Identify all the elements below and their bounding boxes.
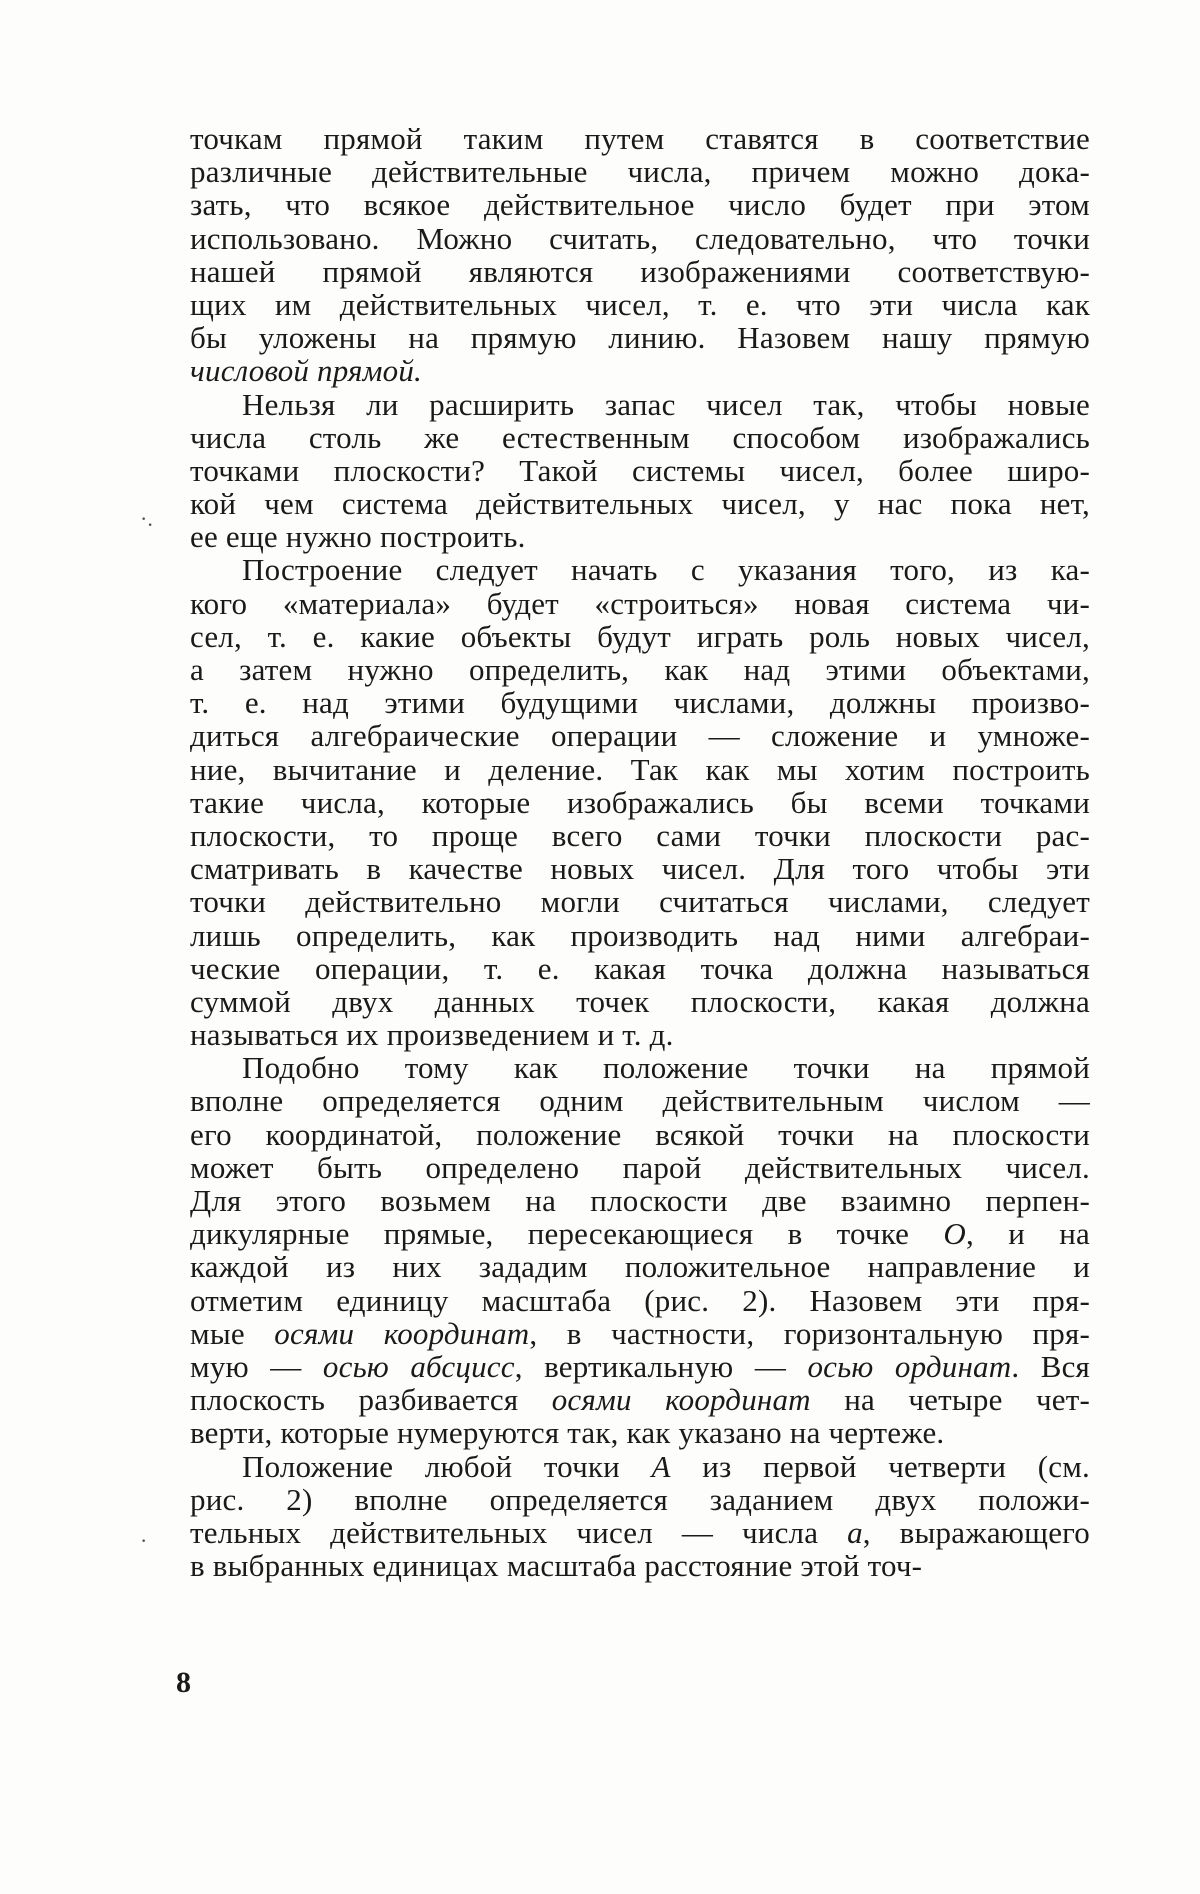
text-line: различные действительные числа, причем можно дока- bbox=[190, 154, 1090, 190]
text-line: нашей прямой являются изображениями соответствую- bbox=[190, 253, 1090, 289]
text-line: кой чем система действительных чисел, у нас пока нет, bbox=[190, 486, 1090, 522]
text-line: зать, что всякое действительное число будет при этом bbox=[190, 187, 1090, 223]
text-line: числа столь же естественным способом изображались bbox=[190, 419, 1090, 455]
text-line: плоскость разбивается осями координат на четыре чет- bbox=[190, 1382, 1090, 1418]
text-line: щих им действительных чисел, т. е. что эти числа как bbox=[190, 286, 1090, 322]
text-line: диться алгебраические операции — сложение и умноже- bbox=[190, 718, 1090, 754]
paragraph bbox=[190, 553, 1090, 1051]
text-line: лишь определить, как производить над ними алгебраи- bbox=[190, 917, 1090, 953]
text-line: суммой двух данных точек плоскости, какая должна bbox=[190, 983, 1090, 1019]
text-line: кого «материала» будет «строиться» новая система чи- bbox=[190, 585, 1090, 621]
paragraph bbox=[190, 1051, 1090, 1449]
margin-dot-mark: · bbox=[140, 1528, 148, 1553]
text-line: вполне определяется одним действительным числом — bbox=[190, 1083, 1090, 1119]
text-line: его координатой, положение всякой точки на плоскости bbox=[190, 1116, 1090, 1152]
text-line: точки действительно могли считаться числами, следует bbox=[190, 884, 1090, 920]
text-line: рис. 2) вполне определяется заданием двух положи- bbox=[190, 1481, 1090, 1517]
text-line: использовано. Можно считать, следовательно, что точки bbox=[190, 220, 1090, 256]
text-line: сматривать в качестве новых чисел. Для того чтобы эти bbox=[190, 851, 1090, 887]
text-line: называться их произведением и т. д. bbox=[190, 1017, 674, 1053]
text-line: Подобно тому как положение точки на прямой bbox=[242, 1050, 1090, 1086]
paragraph bbox=[190, 388, 1090, 554]
paragraph bbox=[190, 1450, 1090, 1583]
text-line: т. е. над этими будущими числами, должны произво- bbox=[190, 685, 1090, 721]
margin-dot-mark: ·. bbox=[140, 506, 153, 531]
text-line: точкам прямой таким путем ставятся в соответствие bbox=[190, 121, 1090, 156]
text-line: может быть определено парой действительных чисел. bbox=[190, 1149, 1090, 1185]
text-line: Для этого возьмем на плоскости две взаимно перпен- bbox=[190, 1183, 1090, 1218]
text-line: в выбранных единицах масштаба расстояние этой точ- bbox=[190, 1548, 923, 1584]
text-line: ние, вычитание и деление. Так как мы хотим построить bbox=[190, 751, 1090, 787]
text-line: мую — осью абсцисс, вертикальную — осью ординат. Вся bbox=[190, 1348, 1090, 1384]
text-line: плоскости, то проще всего сами точки плоскости рас- bbox=[190, 817, 1090, 853]
text-line: такие числа, которые изображались бы всеми точками bbox=[190, 784, 1090, 820]
text-line: ческие операции, т. е. какая точка должна называться bbox=[190, 950, 1090, 986]
text-line: тельных действительных чисел — числа a, выражающего bbox=[190, 1514, 1091, 1550]
text-line: сел, т. е. какие объекты будут играть роль новых чисел, bbox=[190, 618, 1090, 654]
text-line: числовой прямой. bbox=[190, 353, 422, 389]
text-line: бы уложены на прямую линию. Назовем нашу прямую bbox=[190, 320, 1090, 356]
text-line: а затем нужно определить, как над этими объектами, bbox=[190, 652, 1090, 687]
text-line: отметим единицу масштаба (рис. 2). Назовем эти пря- bbox=[190, 1282, 1090, 1318]
text-line: дикулярные прямые, пересекающиеся в точке O, и на bbox=[190, 1216, 1090, 1252]
text-line: каждой из них зададим положительное направление и bbox=[190, 1249, 1090, 1285]
text-line: мые осями координат, в частности, горизонтальную пря- bbox=[190, 1315, 1090, 1351]
page-number: 8 bbox=[176, 1666, 191, 1699]
text-line: Положение любой точки A из первой четверти (см. bbox=[242, 1448, 1090, 1484]
body-text bbox=[190, 122, 1090, 1582]
text-line: точками плоскости? Такой системы чисел, более широ- bbox=[190, 452, 1090, 488]
paragraph bbox=[190, 122, 1090, 388]
text-line: ее еще нужно построить. bbox=[190, 519, 526, 555]
text-line: Построение следует начать с указания того, из ка- bbox=[242, 552, 1090, 588]
text-line: верти, которые нумеруются так, как указано на чертеже. bbox=[190, 1415, 945, 1451]
text-line: Нельзя ли расширить запас чисел так, чтобы новые bbox=[242, 386, 1090, 422]
